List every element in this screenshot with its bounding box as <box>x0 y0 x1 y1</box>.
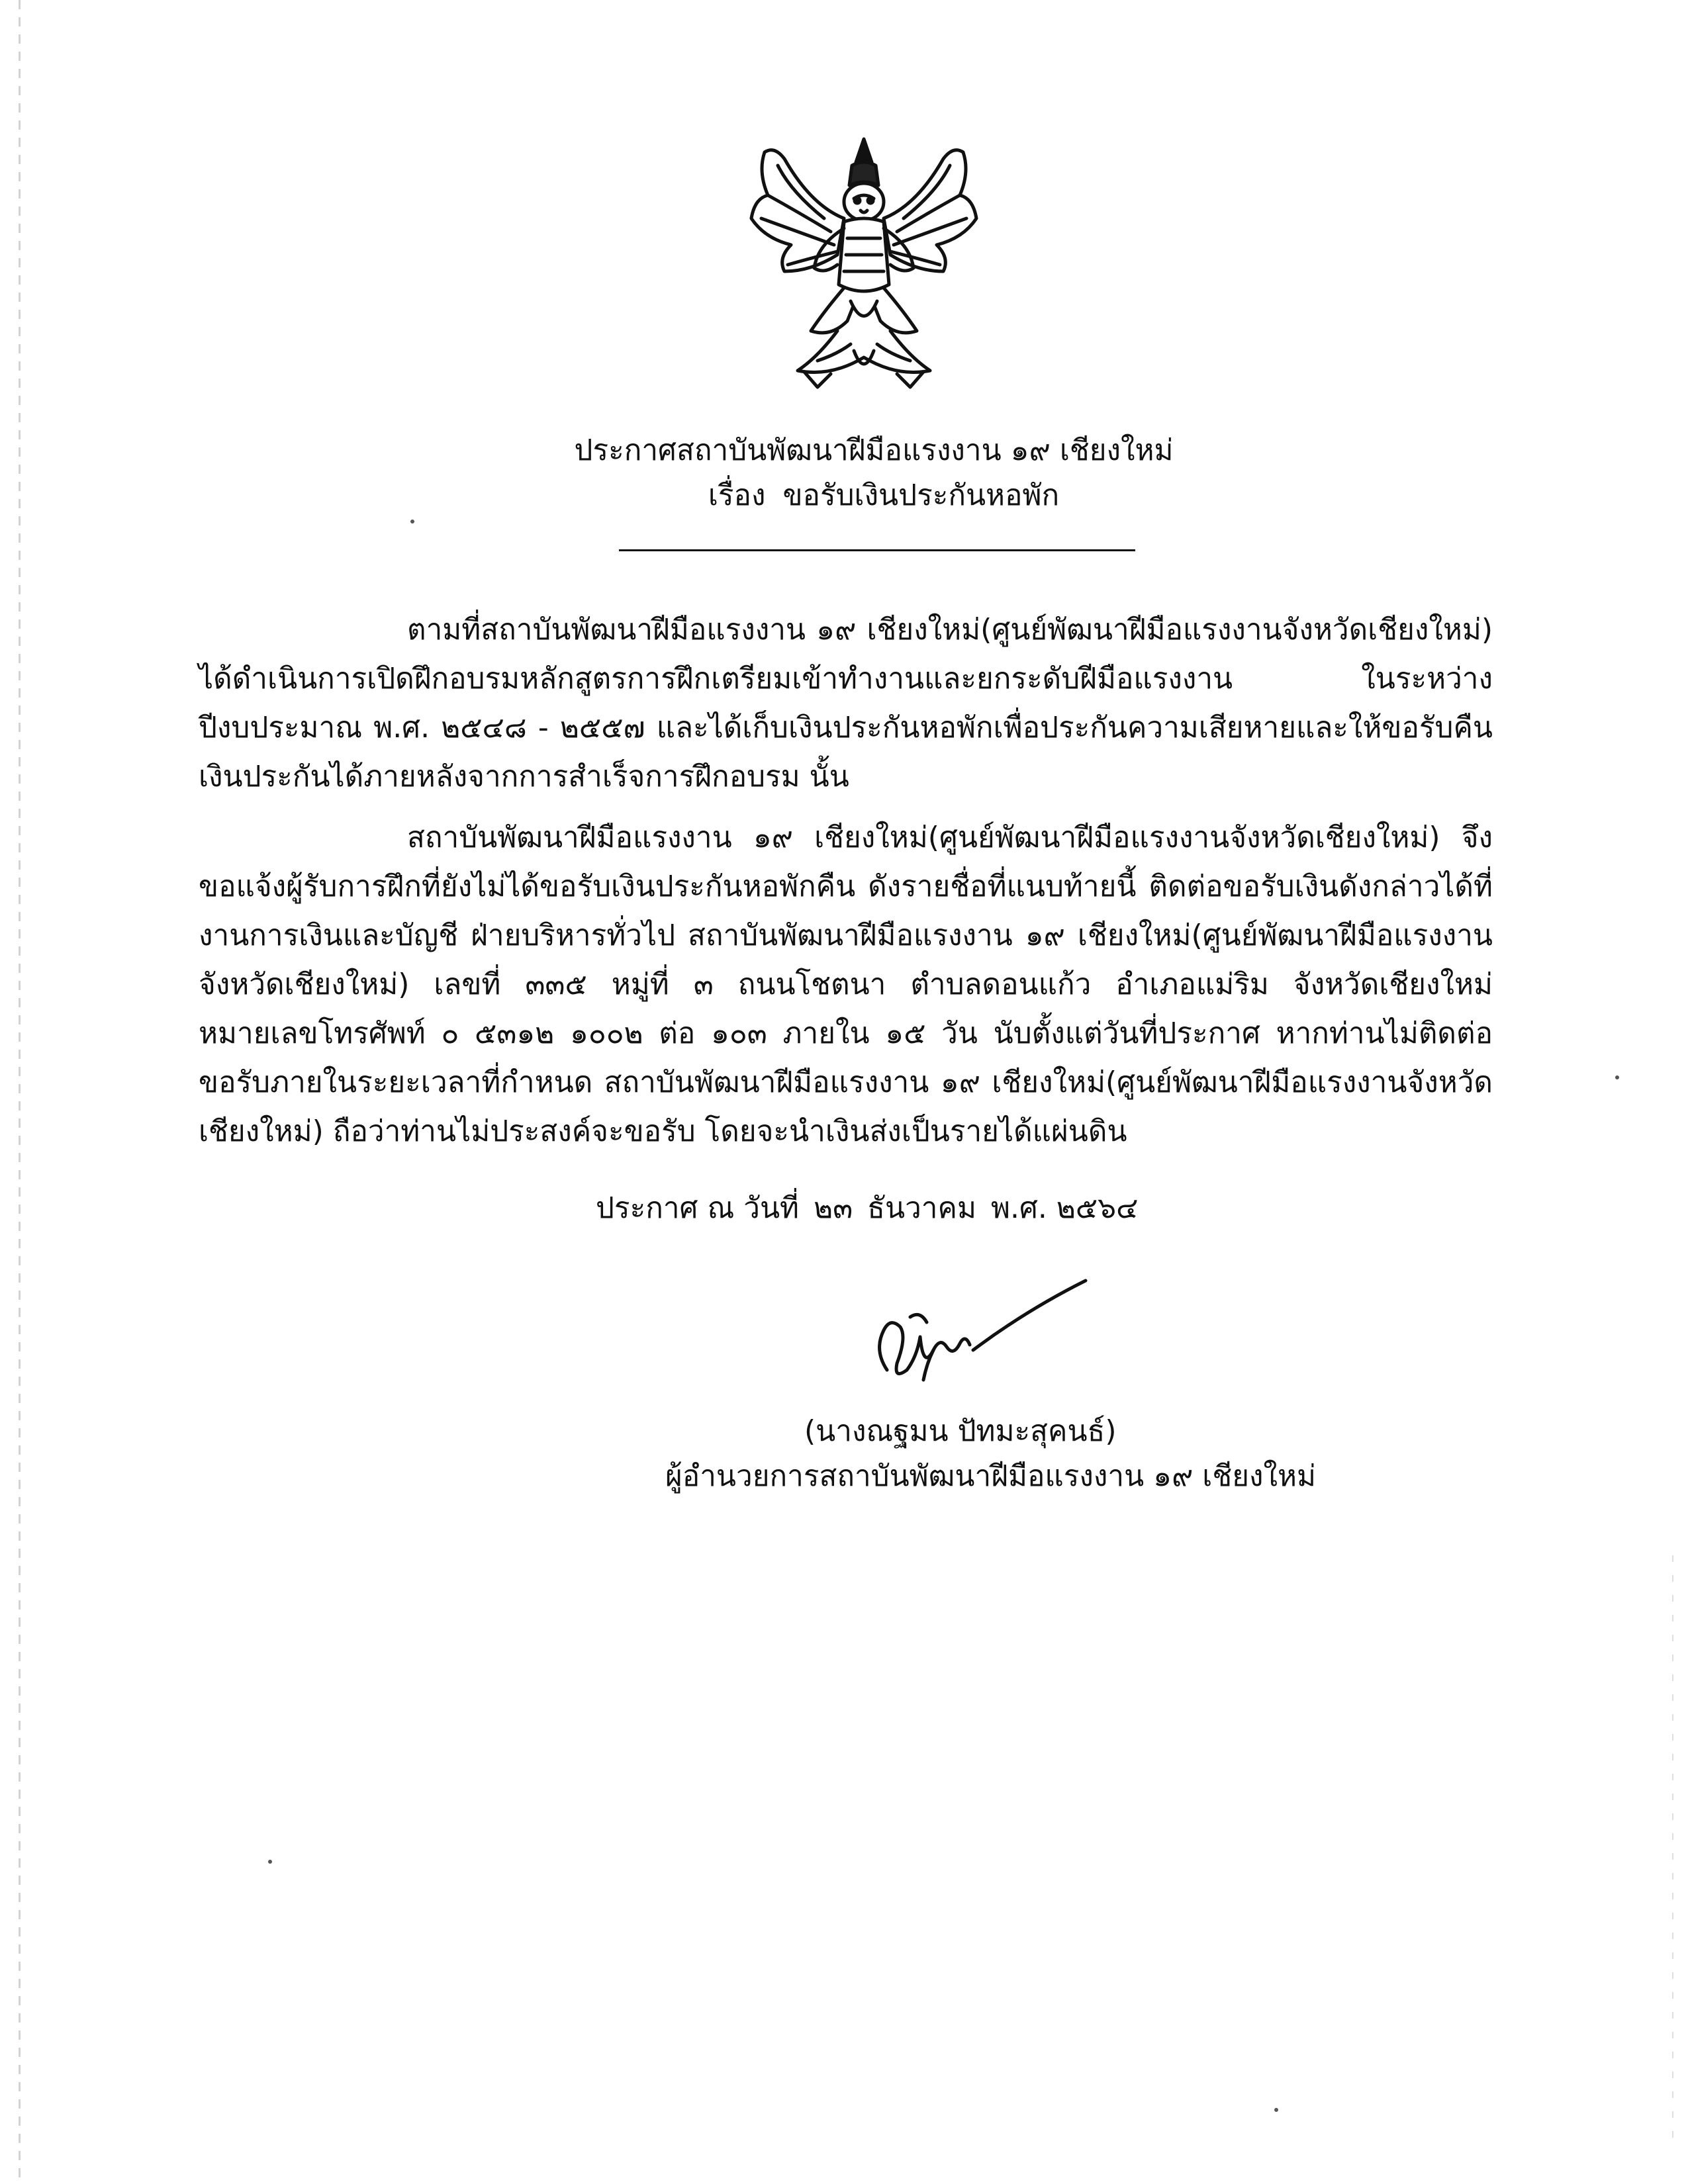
scan-edge-right <box>1672 1555 1673 2151</box>
handwritten-signature <box>861 1271 1099 1396</box>
signer-name: (นางณฐมน ปัทมะสุคนธ์) <box>804 1414 1117 1448</box>
scan-speck <box>1274 2108 1278 2112</box>
subject-prefix: เรื่อง <box>708 478 766 512</box>
scan-speck <box>268 1860 272 1864</box>
announcement-body <box>199 606 1493 1168</box>
signer-position: ผู้อำนวยการสถาบันพัฒนาฝีมือแรงงาน ๑๙ เชียงใหม่ <box>665 1459 1316 1493</box>
date-year-label: พ.ศ. <box>990 1191 1047 1225</box>
date-day: ๒๓ <box>814 1191 853 1225</box>
body-paragraph-2: สถาบันพัฒนาฝีมือแรงงาน ๑๙ เชียงใหม่(ศูนย์พัฒนาฝีมือแรงงานจังหวัดเชียงใหม่) จึงขอแจ้งผู้รับการฝึกที่ยังไม่ได้ขอรับเงินประกันหอพักคืน ดังรายชื่อที่แนบท้ายนี้ ติดต่อขอรับเงินดังกล่าวได้ที่ งานการเงินและบัญชี ฝ่ายบริหารทั่วไป สถาบันพัฒนาฝีมือแรงงาน ๑๙ เชียงใหม่(ศูนย์พัฒนาฝีมือแรงงานจังหวัดเชียงใหม่) เลขที่ ๓๓๕ หมู่ที่ ๓ ถนนโชตนา ตำบลดอนแก้ว อำเภอแม่ริม จังหวัดเชียงใหม่ หมายเลขโทรศัพท์ ๐ ๕๓๑๒ ๑๐๐๒ ต่อ ๑๐๓ ภายใน ๑๕ วัน นับตั้งแต่วันที่ประกาศ หากท่านไม่ติดต่อขอรับภายในระยะเวลาที่กำหนด สถาบันพัฒนาฝีมือแรงงาน ๑๙ เชียงใหม่(ศูนย์พัฒนาฝีมือแรงงานจังหวัดเชียงใหม่) ถือว่าท่านไม่ประสงค์จะขอรับ โดยจะนำเงินส่งเป็นรายได้แผ่นดิน <box>199 821 1493 1148</box>
announcement-title: ประกาศสถาบันพัฒนาฝีมือแรงงาน ๑๙ เชียงใหม่ <box>574 433 1174 467</box>
date-label: ประกาศ ณ วันที่ <box>596 1191 800 1225</box>
garuda-emblem-icon <box>738 132 990 397</box>
date-year: ๒๕๖๔ <box>1056 1191 1139 1225</box>
scan-speck <box>410 520 414 523</box>
header-divider <box>619 549 1135 551</box>
body-paragraph-1: ตามที่สถาบันพัฒนาฝีมือแรงงาน ๑๙ เชียงใหม่(ศูนย์พัฒนาฝีมือแรงงานจังหวัดเชียงใหม่) ได้ดำเนินการเปิดฝึกอบรมหลักสูตรการฝึกเตรียมเข้าทำงานและยกระดับฝีมือแรงงาน ในระหว่างปีงบประมาณ พ.ศ. ๒๕๔๘ - ๒๕๕๗ และได้เก็บเงินประกันหอพักเพื่อประกันความเสียหายและให้ขอรับคืนเงินประกันได้ภายหลังจากการสำเร็จการฝึกอบรม นั้น <box>199 613 1493 794</box>
scan-speck <box>1615 1075 1619 1079</box>
announcement-subject <box>0 475 1688 516</box>
date-month: ธันวาคม <box>867 1191 976 1225</box>
subject-text: ขอรับเงินประกันหอพัก <box>782 478 1060 512</box>
scan-edge-left <box>19 0 21 2184</box>
announcement-date <box>596 1188 1152 1229</box>
